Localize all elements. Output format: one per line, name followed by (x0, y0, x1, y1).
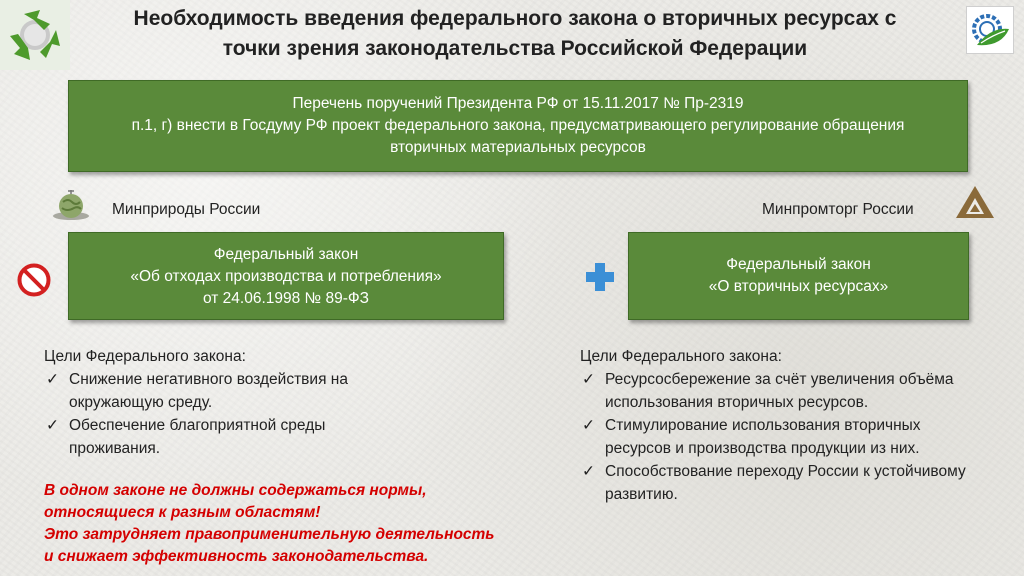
goals-left-list (44, 368, 464, 460)
warning-line-3: Это затрудняет правоприменительную деятельность (44, 526, 495, 543)
law-secondary-resources-box (628, 232, 969, 320)
title-line-1: Необходимость введения федерального закона о вторичных ресурсах с (133, 7, 897, 30)
list-item (580, 460, 1020, 506)
recycling-logo-icon (0, 0, 70, 70)
instruction-box (68, 80, 968, 172)
ministry-left-label: Минприроды России (112, 201, 261, 218)
leaf-gear-logo-icon (966, 6, 1014, 54)
warning-note (44, 480, 564, 568)
goals-left (44, 345, 464, 460)
check-icon: ✓ (582, 463, 595, 480)
instruction-line-1: Перечень поручений Президента РФ от 15.11.2017 № Пр-2319 (292, 95, 744, 112)
instruction-line-2: п.1, г) внести в Госдуму РФ проект федерального закона, предусматривающего регулирование обращения (131, 117, 905, 134)
law-waste-box (68, 232, 504, 320)
list-item (44, 368, 464, 414)
goals-right-title: Цели Федерального закона: (580, 348, 782, 365)
goals-right (580, 345, 1020, 506)
goal-line: использования вторичных ресурсов. (605, 394, 869, 411)
goals-right-list (580, 368, 1020, 506)
goal-line: развитию. (605, 486, 678, 503)
goal-line: ресурсов и производства продукции из них. (605, 440, 920, 457)
goal-line: Обеспечение благоприятной среды (69, 417, 326, 434)
title-line-2: точки зрения законодательства Российской Федерации (222, 37, 808, 60)
instruction-line-3: вторичных материальных ресурсов (390, 139, 646, 156)
list-item (580, 414, 1020, 460)
goal-line: окружающую среду. (69, 394, 213, 411)
check-icon: ✓ (582, 417, 595, 434)
goal-line: проживания. (69, 440, 161, 457)
no-sign-icon (16, 262, 52, 298)
warning-line-2: относящиеся к разным областям! (44, 504, 321, 521)
goal-line: Ресурсосбережение за счёт увеличения объёма (605, 371, 954, 388)
law-waste-line-2: «Об отходах производства и потребления» (130, 268, 442, 285)
goal-line: Снижение негативного воздействия на (69, 371, 348, 388)
check-icon: ✓ (46, 417, 59, 434)
plus-icon (585, 262, 615, 292)
globe-icon (50, 188, 92, 222)
ministry-right-label: Минпромторг России (762, 201, 914, 218)
list-item (580, 368, 1020, 414)
check-icon: ✓ (582, 371, 595, 388)
goal-line: Стимулирование использования вторичных (605, 417, 921, 434)
law-secondary-line-2: «О вторичных ресурсах» (708, 278, 889, 295)
goal-line: Способствование переходу России к устойчивому (605, 463, 966, 480)
goals-left-title: Цели Федерального закона: (44, 348, 246, 365)
law-waste-line-3: от 24.06.1998 № 89-ФЗ (202, 290, 370, 307)
law-waste-line-1: Федеральный закон (213, 246, 359, 263)
list-item (44, 414, 464, 460)
law-secondary-line-1: Федеральный закон (726, 256, 871, 273)
check-icon: ✓ (46, 371, 59, 388)
minpromtorg-triangle-icon (954, 184, 996, 220)
warning-line-4: и снижает эффективность законодательства. (44, 548, 429, 565)
page-title (95, 4, 935, 64)
warning-line-1: В одном законе не должны содержаться нормы, (44, 482, 427, 499)
